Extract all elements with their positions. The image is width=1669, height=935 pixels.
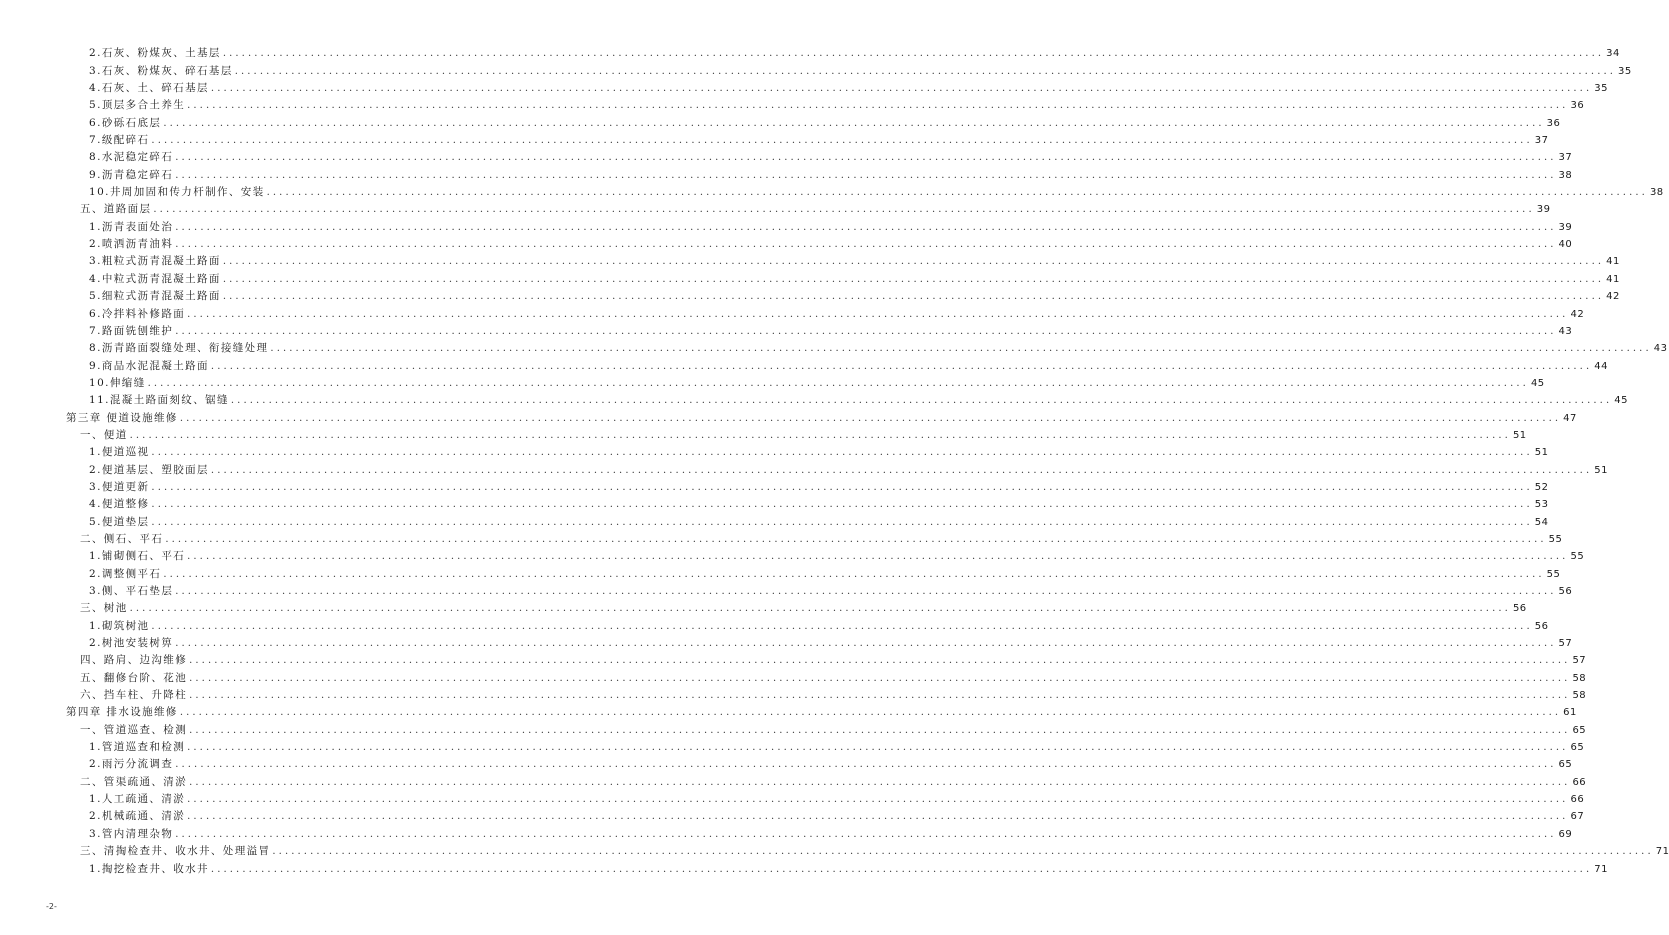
toc-leader-dots: ............................................................................................................................................................................................................................ [151, 620, 1533, 632]
toc-subsection-entry[interactable] [66, 858, 1608, 875]
toc-entry-page-number: 43 [1558, 325, 1573, 337]
toc-entry-title: 9.沥青稳定碎石 [89, 168, 174, 181]
toc-leader-dots: ............................................................................................................................................................................................................................ [189, 655, 1571, 667]
toc-entry-page-number: 51 [1534, 447, 1549, 459]
toc-section-entry[interactable] [66, 685, 1587, 702]
toc-subsection-entry[interactable] [66, 286, 1620, 303]
toc-entry-title: 3.便道更新 [89, 480, 150, 493]
toc-leader-dots: ............................................................................................................................................................................................................................ [147, 377, 1529, 389]
toc-subsection-entry[interactable] [66, 338, 1668, 355]
toc-entry-page-number: 56 [1558, 586, 1573, 597]
toc-entry-title: 一、便道 [80, 428, 128, 441]
toc-leader-dots: ............................................................................................................................................................................................................................ [151, 499, 1533, 511]
toc-leader-dots: ............................................................................................................................................................................................................................ [175, 221, 1557, 233]
toc-entry-title: 4.便道整修 [89, 498, 150, 511]
toc-entry-title: 3.侧、平石垫层 [89, 585, 174, 597]
toc-entry-page-number: 56 [1512, 603, 1527, 615]
toc-entry-title: 10.井周加固和传力杆制作、安装 [89, 186, 265, 199]
toc-section-entry[interactable] [66, 719, 1587, 736]
toc-section-entry[interactable] [66, 650, 1587, 667]
toc-entry-page-number: 53 [1534, 499, 1549, 511]
toc-leader-dots: ............................................................................................................................................................................................................................ [189, 672, 1571, 684]
toc-subsection-entry[interactable] [66, 147, 1573, 164]
toc-entry-title: 二、管渠疏通、清淤 [80, 775, 188, 788]
toc-section-entry[interactable] [66, 771, 1587, 788]
toc-entry-page-number: 55 [1548, 533, 1563, 545]
toc-entry-title: 六、挡车柱、升降柱 [80, 689, 188, 702]
toc-leader-dots: ............................................................................................................................................................................................................................ [163, 117, 1545, 129]
toc-leader-dots: ............................................................................................................................................................................................................................ [222, 48, 1605, 60]
toc-entry-page-number: 35 [1594, 83, 1608, 95]
toc-subsection-entry[interactable] [66, 563, 1561, 580]
toc-subsection-entry[interactable] [66, 182, 1664, 199]
toc-subsection-entry[interactable] [66, 164, 1573, 181]
toc-entry-page-number: 71 [1594, 863, 1608, 875]
toc-entry-page-number: 34 [1606, 48, 1620, 60]
toc-entry-title: 2.树池安装树箅 [89, 637, 174, 650]
toc-entry-page-number: 38 [1558, 169, 1573, 181]
toc-chapter-entry[interactable] [66, 407, 1577, 424]
toc-leader-dots: ............................................................................................................................................................................................................................ [234, 65, 1617, 77]
toc-leader-dots: ............................................................................................................................................................................................................................ [189, 724, 1571, 736]
toc-subsection-entry[interactable] [66, 615, 1549, 632]
toc-leader-dots: ............................................................................................................................................................................................................................ [210, 360, 1593, 372]
toc-entry-page-number: 42 [1606, 291, 1620, 303]
toc-leader-dots: ............................................................................................................................................................................................................................ [175, 759, 1557, 771]
toc-entry-title: 3.管内清理杂物 [89, 827, 174, 840]
toc-leader-dots: ............................................................................................................................................................................................................................ [153, 204, 1535, 216]
toc-leader-dots: ............................................................................................................................................................................................................................ [222, 291, 1605, 303]
toc-leader-dots: ............................................................................................................................................................................................................................ [151, 447, 1533, 459]
toc-entry-title: 1.沥青表面处治 [89, 220, 174, 233]
toc-leader-dots: ............................................................................................................................................................................................................................ [175, 586, 1557, 597]
toc-leader-dots: ............................................................................................................................................................................................................................ [230, 395, 1613, 407]
toc-entry-title: 5.便道垫层 [89, 515, 150, 528]
toc-subsection-entry[interactable] [66, 633, 1573, 650]
toc-entry-title: 3.粗粒式沥青混凝土路面 [89, 255, 221, 268]
toc-entry-page-number: 65 [1572, 724, 1587, 736]
toc-entry-title: 5.细粒式沥青混凝土路面 [89, 290, 221, 303]
toc-subsection-entry[interactable] [66, 355, 1608, 372]
toc-leader-dots: ............................................................................................................................................................................................................................ [151, 135, 1533, 147]
toc-entry-title: 2.便道基层、塑胶面层 [89, 463, 209, 476]
toc-entry-title: 7.级配碎石 [89, 134, 150, 147]
page-number: -2- [46, 902, 57, 911]
toc-entry-page-number: 65 [1558, 759, 1573, 771]
toc-leader-dots: ............................................................................................................................................................................................................................ [151, 481, 1533, 493]
toc-entry-title: 4.石灰、土、碎石基层 [89, 82, 209, 95]
toc-entry-title: 4.中粒式沥青混凝土路面 [89, 272, 221, 285]
toc-leader-dots: ............................................................................................................................................................................................................................ [189, 690, 1571, 702]
toc-entry-title: 9.商品水泥混凝土路面 [89, 359, 209, 372]
toc-entry-page-number: 36 [1570, 100, 1585, 112]
toc-entry-title: 1.砌筑树池 [89, 619, 150, 632]
toc-entry-page-number: 41 [1606, 273, 1620, 285]
toc-entry-page-number: 43 [1653, 343, 1668, 355]
toc-leader-dots: ............................................................................................................................................................................................................................ [175, 169, 1557, 181]
table-of-contents [66, 43, 1669, 876]
toc-entry-page-number: 37 [1534, 135, 1549, 147]
toc-subsection-entry[interactable] [66, 321, 1573, 338]
toc-entry-page-number: 54 [1534, 516, 1549, 528]
toc-entry-title: 1.管道巡查和检测 [89, 741, 186, 754]
toc-entry-page-number: 45 [1530, 377, 1545, 389]
toc-subsection-entry[interactable] [66, 442, 1549, 459]
toc-subsection-entry[interactable] [66, 130, 1549, 147]
toc-entry-title: 5.顶层多合土养生 [89, 99, 186, 112]
toc-subsection-entry[interactable] [66, 459, 1608, 476]
toc-leader-dots: ............................................................................................................................................................................................................................ [210, 863, 1593, 875]
toc-subsection-entry[interactable] [66, 43, 1620, 60]
toc-entry-page-number: 36 [1546, 117, 1561, 129]
toc-entry-title: 第三章 便道设施维修 [66, 411, 178, 424]
toc-entry-title: 2.雨污分流调查 [89, 758, 174, 771]
toc-entry-page-number: 58 [1572, 690, 1587, 702]
toc-leader-dots: ............................................................................................................................................................................................................................ [151, 516, 1533, 528]
toc-entry-title: 三、清掏检查井、收水井、处理溢冒 [80, 845, 271, 858]
toc-leader-dots: ............................................................................................................................................................................................................................ [175, 239, 1557, 251]
toc-subsection-entry[interactable] [66, 234, 1573, 251]
toc-leader-dots: ............................................................................................................................................................................................................................ [222, 256, 1605, 268]
toc-entry-title: 8.沥青路面裂缝处理、衔接缝处理 [89, 342, 269, 355]
toc-entry-title: 四、路肩、边沟维修 [80, 654, 188, 667]
toc-entry-title: 五、道路面层 [80, 203, 152, 216]
toc-leader-dots: ............................................................................................................................................................................................................................ [270, 343, 1652, 355]
toc-subsection-entry[interactable] [66, 546, 1585, 563]
toc-entry-title: 8.水泥稳定碎石 [89, 151, 174, 164]
toc-leader-dots: ............................................................................................................................................................................................................................ [129, 603, 1511, 615]
toc-subsection-entry[interactable] [66, 390, 1628, 407]
toc-leader-dots: ............................................................................................................................................................................................................................ [175, 828, 1557, 840]
toc-subsection-entry[interactable] [66, 251, 1620, 268]
toc-entry-title: 二、侧石、平石 [80, 532, 164, 545]
toc-leader-dots: ............................................................................................................................................................................................................................ [187, 794, 1569, 806]
toc-leader-dots: ............................................................................................................................................................................................................................ [210, 83, 1593, 95]
toc-entry-page-number: 37 [1558, 152, 1573, 164]
toc-entry-page-number: 38 [1649, 187, 1664, 199]
toc-entry-page-number: 66 [1572, 776, 1587, 788]
toc-entry-title: 1.掏挖检查井、收水井 [89, 862, 209, 875]
toc-entry-page-number: 65 [1570, 742, 1585, 754]
toc-entry-page-number: 71 [1655, 846, 1669, 858]
toc-subsection-entry[interactable] [66, 373, 1545, 390]
toc-leader-dots: ............................................................................................................................................................................................................................ [266, 187, 1648, 199]
toc-entry-page-number: 45 [1614, 395, 1628, 407]
toc-entry-page-number: 57 [1558, 638, 1573, 650]
toc-subsection-entry[interactable] [66, 494, 1549, 511]
toc-entry-page-number: 56 [1534, 620, 1549, 632]
toc-leader-dots: ............................................................................................................................................................................................................................ [222, 273, 1605, 285]
toc-entry-title: 3.石灰、粉煤灰、碎石基层 [89, 64, 233, 77]
toc-leader-dots: ............................................................................................................................................................................................................................ [187, 811, 1569, 823]
toc-entry-page-number: 51 [1512, 429, 1527, 441]
toc-entry-page-number: 40 [1558, 239, 1573, 251]
toc-entry-title: 2.喷洒沥青油料 [89, 238, 174, 251]
toc-entry-page-number: 61 [1563, 707, 1577, 719]
toc-entry-title: 五、翻修台阶、花池 [80, 671, 188, 684]
toc-entry-page-number: 44 [1594, 360, 1608, 372]
toc-entry-page-number: 67 [1570, 811, 1585, 823]
toc-entry-page-number: 39 [1536, 204, 1551, 216]
toc-entry-page-number: 47 [1563, 412, 1577, 424]
toc-entry-page-number: 39 [1558, 221, 1573, 233]
toc-entry-page-number: 66 [1570, 794, 1585, 806]
toc-leader-dots: ............................................................................................................................................................................................................................ [129, 429, 1511, 441]
toc-leader-dots: ............................................................................................................................................................................................................................ [187, 551, 1569, 563]
toc-subsection-entry[interactable] [66, 60, 1632, 77]
toc-subsection-entry[interactable] [66, 737, 1585, 754]
toc-subsection-entry[interactable] [66, 511, 1549, 528]
toc-entry-title: 11.混凝土路面刻纹、锯缝 [89, 394, 229, 407]
toc-subsection-entry[interactable] [66, 303, 1585, 320]
toc-subsection-entry[interactable] [66, 789, 1585, 806]
toc-entry-title: 2.机械疏通、清淤 [89, 810, 186, 823]
toc-leader-dots: ............................................................................................................................................................................................................................ [187, 308, 1569, 320]
toc-entry-page-number: 58 [1572, 672, 1587, 684]
toc-subsection-entry[interactable] [66, 112, 1561, 129]
toc-section-entry[interactable] [66, 841, 1669, 858]
toc-section-entry[interactable] [66, 529, 1563, 546]
toc-entry-page-number: 55 [1546, 568, 1561, 580]
toc-section-entry[interactable] [66, 425, 1527, 442]
toc-leader-dots: ............................................................................................................................................................................................................................ [175, 638, 1557, 650]
toc-leader-dots: ............................................................................................................................................................................................................................ [272, 846, 1654, 858]
toc-leader-dots: ............................................................................................................................................................................................................................ [175, 152, 1557, 164]
toc-entry-title: 一、管道巡查、检测 [80, 723, 188, 736]
toc-subsection-entry[interactable] [66, 823, 1573, 840]
toc-leader-dots: ............................................................................................................................................................................................................................ [179, 412, 1562, 424]
toc-leader-dots: ............................................................................................................................................................................................................................ [189, 776, 1571, 788]
toc-leader-dots: ............................................................................................................................................................................................................................ [179, 707, 1562, 719]
toc-entry-title: 1.人工疏通、清淤 [89, 793, 186, 806]
toc-subsection-entry[interactable] [66, 216, 1573, 233]
toc-entry-title: 7.路面铣刨维护 [89, 324, 174, 337]
toc-entry-title: 三、树池 [80, 602, 128, 615]
toc-subsection-entry[interactable] [66, 754, 1573, 771]
toc-entry-title: 6.冷拌料补修路面 [89, 307, 186, 320]
toc-entry-page-number: 41 [1606, 256, 1620, 268]
toc-entry-page-number: 51 [1594, 464, 1608, 476]
toc-section-entry[interactable] [66, 598, 1527, 615]
toc-entry-title: 1.铺砌侧石、平石 [89, 550, 186, 563]
toc-subsection-entry[interactable] [66, 78, 1608, 95]
toc-leader-dots: ............................................................................................................................................................................................................................ [187, 742, 1569, 754]
toc-entry-page-number: 55 [1570, 551, 1585, 563]
toc-section-entry[interactable] [66, 199, 1551, 216]
toc-leader-dots: ............................................................................................................................................................................................................................ [210, 464, 1593, 476]
toc-subsection-entry[interactable] [66, 581, 1573, 598]
toc-entry-title: 第四章 排水设施维修 [66, 706, 178, 719]
toc-section-entry[interactable] [66, 667, 1587, 684]
toc-entry-title: 2.石灰、粉煤灰、土基层 [89, 47, 221, 60]
toc-entry-page-number: 57 [1572, 655, 1587, 667]
toc-entry-page-number: 42 [1570, 308, 1585, 320]
toc-entry-page-number: 35 [1618, 65, 1632, 77]
toc-entry-title: 10.伸缩缝 [89, 376, 146, 389]
toc-leader-dots: ............................................................................................................................................................................................................................ [187, 100, 1569, 112]
toc-leader-dots: ............................................................................................................................................................................................................................ [163, 568, 1545, 580]
toc-entry-title: 1.便道巡视 [89, 446, 150, 459]
toc-subsection-entry[interactable] [66, 477, 1549, 494]
toc-leader-dots: ............................................................................................................................................................................................................................ [165, 533, 1547, 545]
toc-chapter-entry[interactable] [66, 702, 1577, 719]
toc-subsection-entry[interactable] [66, 95, 1585, 112]
toc-subsection-entry[interactable] [66, 268, 1620, 285]
toc-entry-title: 2.调整侧平石 [89, 567, 162, 580]
toc-entry-page-number: 52 [1534, 481, 1549, 493]
toc-leader-dots: ............................................................................................................................................................................................................................ [175, 325, 1557, 337]
toc-entry-page-number: 69 [1558, 828, 1573, 840]
toc-subsection-entry[interactable] [66, 806, 1585, 823]
toc-entry-title: 6.砂砾石底层 [89, 116, 162, 129]
